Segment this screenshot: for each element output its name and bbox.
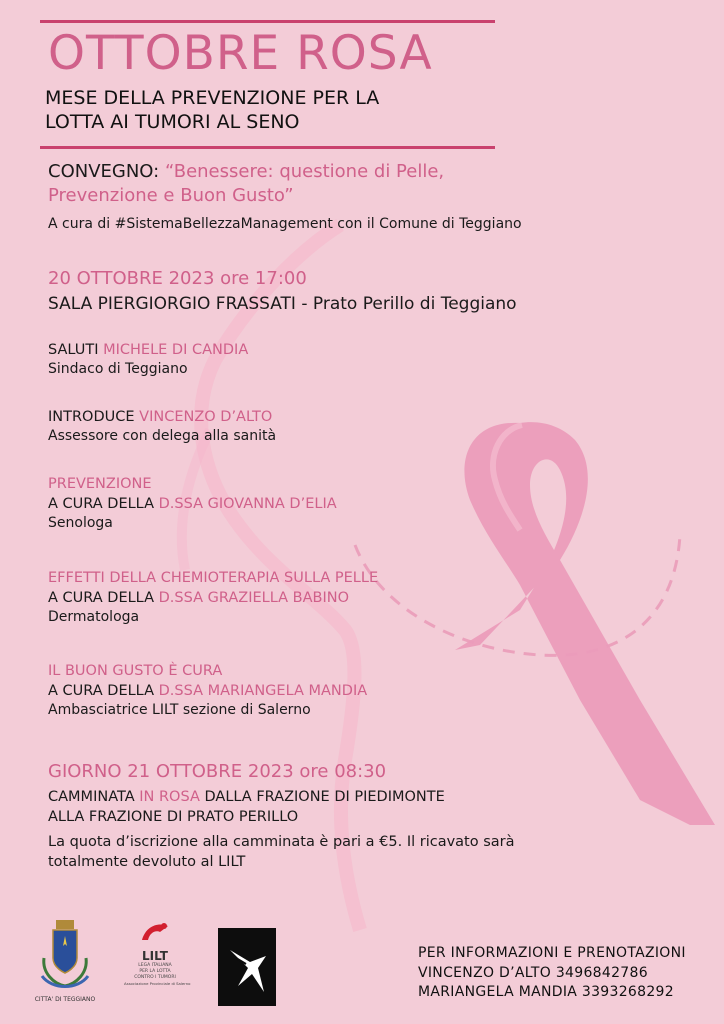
program-item-saluti bbox=[48, 340, 248, 379]
contact-info bbox=[418, 944, 686, 1003]
event1-venue bbox=[48, 293, 517, 315]
lilt-small-3: CONTRO I TUMORI bbox=[134, 975, 176, 980]
lilt-small-2: PER LA LOTTA bbox=[139, 969, 171, 974]
lilt-logo bbox=[124, 920, 191, 1004]
convegno-label: CONVEGNO: bbox=[48, 161, 160, 182]
contact-heading: PER INFORMAZIONI E PRENOTAZIONI bbox=[418, 945, 686, 961]
ribbon-graphic bbox=[455, 422, 715, 825]
program-prefix: A CURA DELLA bbox=[48, 496, 159, 512]
program-role: Dermatologa bbox=[48, 609, 140, 625]
program-speaker: MICHELE DI CANDIA bbox=[103, 342, 249, 358]
venue-place: - Prato Perillo di Teggiano bbox=[295, 294, 517, 314]
subtitle-line-1: MESE DELLA PREVENZIONE PER LA bbox=[45, 87, 380, 109]
program-item-buon-gusto bbox=[48, 661, 367, 720]
walk-text-c: DALLA FRAZIONE DI PIEDIMONTE bbox=[199, 789, 445, 805]
lilt-small-4: Associazione Provinciale di Salerno bbox=[124, 981, 191, 986]
top-rule bbox=[40, 20, 495, 23]
venue-name: SALA PIERGIORGIO FRASSATI bbox=[48, 294, 296, 314]
comune-caption: CITTA' DI TEGGIANO bbox=[34, 996, 96, 1003]
contact-person-1: VINCENZO D’ALTO 3496842786 bbox=[418, 964, 648, 981]
program-speaker: D.SSA GRAZIELLA BABINO bbox=[158, 590, 350, 606]
convegno-topic-line-1: “Benessere: questione di Pelle, bbox=[164, 161, 445, 182]
subtitle-line-2: LOTTA AI TUMORI AL SENO bbox=[45, 111, 300, 133]
program-topic: PREVENZIONE bbox=[48, 476, 152, 492]
program-speaker: D.SSA MARIANGELA MANDIA bbox=[158, 683, 368, 699]
fee-line-1: La quota d’iscrizione alla camminata è pari a €5. Il ricavato sarà bbox=[48, 834, 515, 850]
program-prefix: A CURA DELLA bbox=[48, 590, 159, 606]
program-item-prevenzione bbox=[48, 474, 337, 533]
program-topic: EFFETTI DELLA CHEMIOTERAPIA SULLA PELLE bbox=[48, 570, 379, 586]
walk-text-a: CAMMINATA bbox=[48, 789, 140, 805]
program-topic: IL BUON GUSTO È CURA bbox=[48, 663, 223, 679]
page-subtitle bbox=[45, 86, 379, 134]
event2-fee bbox=[48, 832, 515, 872]
convegno-heading bbox=[48, 160, 444, 208]
walk-line-2: ALLA FRAZIONE DI PRATO PERILLO bbox=[48, 809, 299, 825]
program-role: Ambasciatrice LILT sezione di Salerno bbox=[48, 702, 311, 718]
convegno-organizer: A cura di #SistemaBellezzaManagement con il Comune di Teggiano bbox=[48, 216, 522, 232]
program-role: Assessore con delega alla sanità bbox=[48, 428, 277, 444]
program-item-chemioterapia bbox=[48, 568, 378, 627]
program-role: Sindaco di Teggiano bbox=[48, 361, 188, 377]
page-title: OTTOBRE ROSA bbox=[48, 26, 433, 81]
program-label: SALUTI bbox=[48, 342, 104, 358]
program-prefix: A CURA DELLA bbox=[48, 683, 159, 699]
event2-datetime: GIORNO 21 OTTOBRE 2023 ore 08:30 bbox=[48, 761, 387, 782]
comune-crest-icon bbox=[32, 918, 98, 992]
fee-line-2: totalmente devoluto al LILT bbox=[48, 854, 246, 870]
event1-datetime: 20 OTTOBRE 2023 ore 17:00 bbox=[48, 268, 307, 289]
lilt-name: LILT bbox=[142, 949, 168, 963]
program-role: Senologa bbox=[48, 515, 113, 531]
convegno-topic-line-2: Prevenzione e Buon Gusto” bbox=[48, 185, 294, 206]
program-item-introduce bbox=[48, 407, 276, 446]
walk-text-rosa: IN ROSA bbox=[139, 789, 200, 805]
event2-walk bbox=[48, 787, 445, 827]
contact-person-2: MARIANGELA MANDIA 3393268292 bbox=[418, 984, 674, 1000]
lilt-small-1: LEGA ITALIANA bbox=[138, 963, 172, 968]
comune-logo bbox=[32, 918, 98, 1004]
lilt-icon bbox=[138, 920, 172, 946]
program-speaker: D.SSA GIOVANNA D’ELIA bbox=[158, 496, 337, 512]
sistema-bellezza-logo bbox=[218, 928, 276, 1006]
program-label: INTRODUCE bbox=[48, 409, 140, 425]
program-speaker: VINCENZO D’ALTO bbox=[139, 409, 273, 425]
header-rule-bottom bbox=[40, 146, 495, 149]
abstract-figure-icon bbox=[218, 928, 276, 1006]
